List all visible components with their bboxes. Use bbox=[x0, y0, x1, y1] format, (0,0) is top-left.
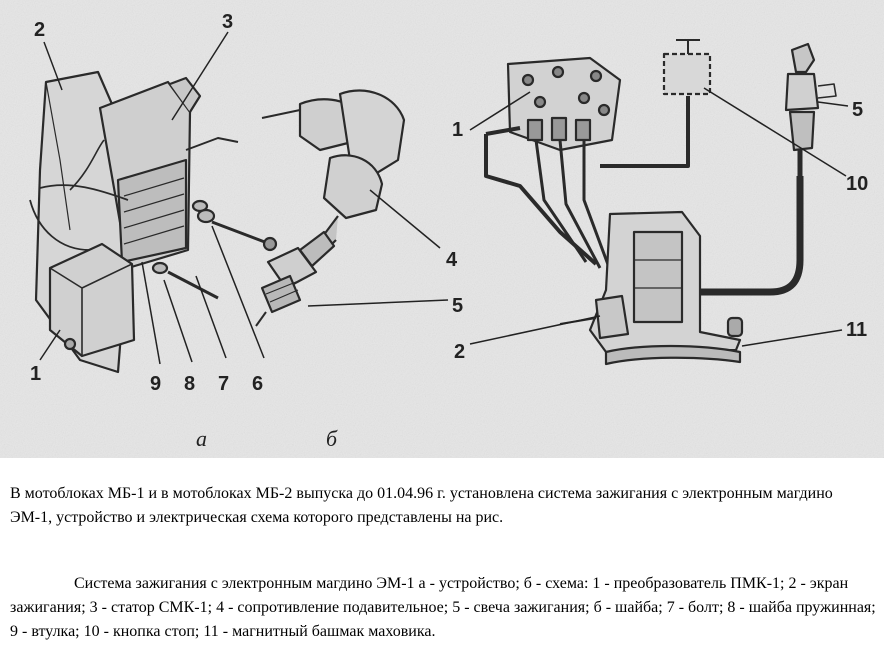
panel-label-b: б bbox=[326, 426, 338, 451]
callout-3-left: 3 bbox=[222, 11, 234, 33]
panel-label-a: а bbox=[196, 426, 207, 451]
callout-4-left: 4 bbox=[446, 249, 458, 271]
callout-9-left: 9 bbox=[150, 373, 162, 395]
callout-1-right: 1 bbox=[452, 119, 464, 141]
figure-caption: Система зажигания с электронным магдино ЭМ-1 а - устройство; б - схема: 1 - преобразователь ПМК-1; 2 - экран зажигания; 3 - статор СМК-1; 4 - сопротивление подавительное; 5 - свеча зажигания; б - шайба; 7 - болт; 8 - шайба пружинная; 9 - втулка; 10 - кнопка стоп; 11 - магнитный башмак маховика. bbox=[10, 575, 876, 640]
callout-11-right: 11 bbox=[846, 319, 868, 341]
intro-paragraph: В мотоблоках МБ-1 и в мотоблоках МБ-2 выпуска до 01.04.96 г. установлена система зажигания с электронным магдино ЭМ-1, устройство и электрическая схема которого представлены на рис. bbox=[10, 485, 833, 526]
callout-2-left: 2 bbox=[34, 19, 46, 41]
callout-5-left: 5 bbox=[452, 295, 464, 317]
callout-1-left: 1 bbox=[30, 363, 42, 385]
callout-7-left: 7 bbox=[218, 373, 230, 395]
callout-8-left: 8 bbox=[184, 373, 196, 395]
callout-6-left: 6 bbox=[252, 373, 264, 395]
callout-10-right: 10 bbox=[846, 173, 869, 195]
callout-5-right: 5 bbox=[852, 99, 864, 121]
callout-2-right: 2 bbox=[454, 341, 466, 363]
